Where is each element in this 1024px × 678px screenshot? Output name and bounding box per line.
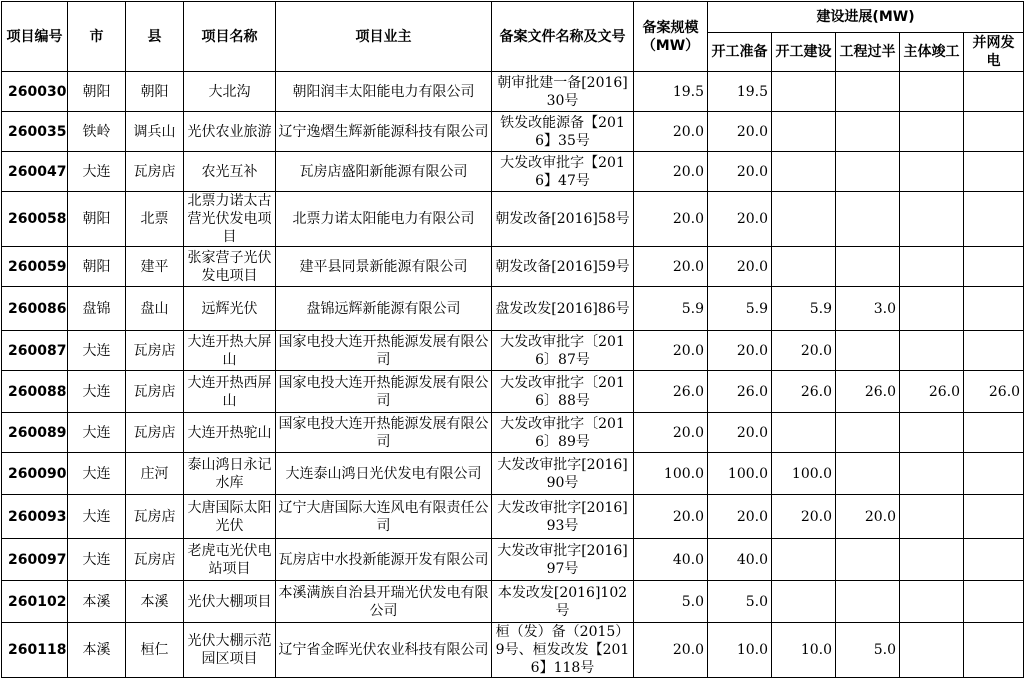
header-progress-start: 开工建设 — [772, 33, 836, 72]
cell-progress-3 — [900, 152, 964, 192]
cell-id: 260087 — [2, 331, 68, 371]
cell-progress-2: 26.0 — [836, 371, 900, 413]
table-row — [2, 623, 1024, 678]
cell-name: 大唐国际太阳光伏 — [184, 495, 276, 539]
table-row — [2, 72, 1024, 112]
cell-progress-2 — [836, 152, 900, 192]
cell-progress-4 — [964, 413, 1024, 453]
cell-progress-3 — [900, 287, 964, 331]
cell-progress-4 — [964, 539, 1024, 581]
cell-progress-3 — [900, 331, 964, 371]
cell-scale: 20.0 — [634, 623, 708, 678]
cell-progress-0: 20.0 — [708, 331, 772, 371]
cell-progress-0: 20.0 — [708, 247, 772, 287]
cell-county: 瓦房店 — [126, 152, 184, 192]
table-row — [2, 287, 1024, 331]
cell-city: 本溪 — [68, 623, 126, 678]
cell-city: 本溪 — [68, 581, 126, 623]
cell-progress-4 — [964, 247, 1024, 287]
cell-id: 260058 — [2, 192, 68, 247]
cell-name: 农光互补 — [184, 152, 276, 192]
cell-progress-1 — [772, 112, 836, 152]
cell-file: 大发改审批字〔2016〕89号 — [492, 413, 634, 453]
cell-file: 大发改审批字[2016]97号 — [492, 539, 634, 581]
cell-owner: 辽宁省金晖光伏农业科技有限公司 — [276, 623, 492, 678]
cell-progress-0: 20.0 — [708, 413, 772, 453]
cell-progress-2 — [836, 331, 900, 371]
cell-file: 朝发改备[2016]59号 — [492, 247, 634, 287]
cell-city: 铁岭 — [68, 112, 126, 152]
cell-progress-3 — [900, 581, 964, 623]
cell-progress-0: 20.0 — [708, 152, 772, 192]
cell-scale: 40.0 — [634, 539, 708, 581]
header-progress-main: 主体竣工 — [900, 33, 964, 72]
cell-county: 本溪 — [126, 581, 184, 623]
cell-progress-1: 20.0 — [772, 495, 836, 539]
cell-progress-4: 26.0 — [964, 371, 1024, 413]
cell-county: 瓦房店 — [126, 539, 184, 581]
table-row — [2, 152, 1024, 192]
cell-scale: 5.0 — [634, 581, 708, 623]
cell-progress-2 — [836, 581, 900, 623]
cell-file: 大发改审批字〔2016〕88号 — [492, 371, 634, 413]
cell-progress-3 — [900, 623, 964, 678]
header-progress-group: 建设进展(MW) — [708, 2, 1024, 33]
table-row — [2, 539, 1024, 581]
cell-progress-4 — [964, 287, 1024, 331]
cell-progress-0: 20.0 — [708, 192, 772, 247]
cell-owner: 国家电投大连开热能源发展有限公司 — [276, 413, 492, 453]
cell-progress-1 — [772, 192, 836, 247]
cell-progress-1: 100.0 — [772, 453, 836, 495]
table-row — [2, 331, 1024, 371]
cell-county: 瓦房店 — [126, 413, 184, 453]
cell-progress-1 — [772, 581, 836, 623]
cell-city: 朝阳 — [68, 247, 126, 287]
header-owner: 项目业主 — [276, 2, 492, 72]
cell-name: 大连开热西屏山 — [184, 371, 276, 413]
cell-scale: 5.9 — [634, 287, 708, 331]
cell-progress-1 — [772, 247, 836, 287]
cell-progress-1 — [772, 539, 836, 581]
cell-progress-2 — [836, 453, 900, 495]
table-row — [2, 581, 1024, 623]
cell-file: 本发改发[2016]102号 — [492, 581, 634, 623]
cell-id: 260088 — [2, 371, 68, 413]
cell-city: 盘锦 — [68, 287, 126, 331]
table-row — [2, 413, 1024, 453]
header-name: 项目名称 — [184, 2, 276, 72]
cell-id: 260089 — [2, 413, 68, 453]
cell-progress-3 — [900, 413, 964, 453]
cell-owner: 国家电投大连开热能源发展有限公司 — [276, 371, 492, 413]
cell-progress-2 — [836, 539, 900, 581]
cell-progress-2: 20.0 — [836, 495, 900, 539]
cell-progress-0: 100.0 — [708, 453, 772, 495]
cell-file: 朝审批建一备[2016]30号 — [492, 72, 634, 112]
cell-id: 260090 — [2, 453, 68, 495]
cell-city: 朝阳 — [68, 192, 126, 247]
table-row — [2, 247, 1024, 287]
table-row — [2, 112, 1024, 152]
cell-file: 桓（发）备（2015）9号、桓发改发【2016】118号 — [492, 623, 634, 678]
cell-city: 大连 — [68, 152, 126, 192]
table-row — [2, 453, 1024, 495]
cell-county: 朝阳 — [126, 72, 184, 112]
cell-scale: 20.0 — [634, 495, 708, 539]
cell-owner: 建平县同景新能源有限公司 — [276, 247, 492, 287]
cell-id: 260102 — [2, 581, 68, 623]
cell-progress-4 — [964, 495, 1024, 539]
table-row — [2, 371, 1024, 413]
cell-progress-1: 26.0 — [772, 371, 836, 413]
cell-id: 260093 — [2, 495, 68, 539]
cell-id: 260097 — [2, 539, 68, 581]
cell-progress-3 — [900, 247, 964, 287]
cell-file: 铁发改能源备【2016】35号 — [492, 112, 634, 152]
cell-id: 260030 — [2, 72, 68, 112]
cell-id: 260059 — [2, 247, 68, 287]
cell-city: 朝阳 — [68, 72, 126, 112]
cell-progress-3 — [900, 539, 964, 581]
cell-scale: 20.0 — [634, 152, 708, 192]
header-progress-half: 工程过半 — [836, 33, 900, 72]
cell-file: 大发改审批字[2016]90号 — [492, 453, 634, 495]
cell-progress-1 — [772, 152, 836, 192]
cell-county: 北票 — [126, 192, 184, 247]
cell-progress-0: 20.0 — [708, 495, 772, 539]
cell-progress-2 — [836, 413, 900, 453]
cell-scale: 100.0 — [634, 453, 708, 495]
cell-owner: 辽宁大唐国际大连风电有限责任公司 — [276, 495, 492, 539]
cell-progress-0: 40.0 — [708, 539, 772, 581]
project-table — [1, 1, 1024, 678]
cell-name: 大连开热大屏山 — [184, 331, 276, 371]
header-county: 县 — [126, 2, 184, 72]
cell-owner: 辽宁逸熠生辉新能源科技有限公司 — [276, 112, 492, 152]
cell-county: 建平 — [126, 247, 184, 287]
cell-file: 大发改审批字【2016】47号 — [492, 152, 634, 192]
cell-city: 大连 — [68, 453, 126, 495]
table-row — [2, 495, 1024, 539]
cell-county: 瓦房店 — [126, 495, 184, 539]
cell-file: 朝发改备[2016]58号 — [492, 192, 634, 247]
cell-file: 大发改审批字[2016]93号 — [492, 495, 634, 539]
cell-owner: 本溪满族自治县开瑞光伏发电有限公司 — [276, 581, 492, 623]
cell-id: 260047 — [2, 152, 68, 192]
cell-progress-2 — [836, 247, 900, 287]
cell-progress-3 — [900, 453, 964, 495]
cell-progress-0: 19.5 — [708, 72, 772, 112]
cell-name: 大连开热驼山 — [184, 413, 276, 453]
cell-progress-2 — [836, 112, 900, 152]
header-progress-grid: 并网发电 — [964, 33, 1024, 72]
header-progress-prep: 开工准备 — [708, 33, 772, 72]
cell-scale: 20.0 — [634, 192, 708, 247]
cell-city: 大连 — [68, 539, 126, 581]
cell-progress-1 — [772, 72, 836, 112]
cell-progress-0: 10.0 — [708, 623, 772, 678]
cell-scale: 26.0 — [634, 371, 708, 413]
table-row — [2, 192, 1024, 247]
cell-progress-4 — [964, 331, 1024, 371]
cell-progress-0: 5.0 — [708, 581, 772, 623]
cell-owner: 北票力诺太阳能电力有限公司 — [276, 192, 492, 247]
cell-progress-2: 5.0 — [836, 623, 900, 678]
cell-scale: 20.0 — [634, 331, 708, 371]
cell-progress-1: 5.9 — [772, 287, 836, 331]
cell-name: 光伏大棚项目 — [184, 581, 276, 623]
cell-county: 桓仁 — [126, 623, 184, 678]
cell-scale: 20.0 — [634, 247, 708, 287]
cell-city: 大连 — [68, 371, 126, 413]
cell-progress-3 — [900, 112, 964, 152]
cell-progress-1: 20.0 — [772, 331, 836, 371]
cell-progress-1: 10.0 — [772, 623, 836, 678]
header-city: 市 — [68, 2, 126, 72]
cell-id: 260086 — [2, 287, 68, 331]
cell-progress-4 — [964, 623, 1024, 678]
cell-county: 盘山 — [126, 287, 184, 331]
header-scale: 备案规模（MW） — [634, 2, 708, 72]
cell-progress-4 — [964, 112, 1024, 152]
cell-file: 盘发改发[2016]86号 — [492, 287, 634, 331]
cell-city: 大连 — [68, 495, 126, 539]
cell-progress-4 — [964, 581, 1024, 623]
cell-owner: 大连泰山鸿日光伏发电有限公司 — [276, 453, 492, 495]
cell-county: 庄河 — [126, 453, 184, 495]
cell-progress-0: 26.0 — [708, 371, 772, 413]
cell-id: 260118 — [2, 623, 68, 678]
cell-owner: 瓦房店盛阳新能源有限公司 — [276, 152, 492, 192]
cell-id: 260035 — [2, 112, 68, 152]
cell-city: 大连 — [68, 413, 126, 453]
cell-owner: 国家电投大连开热能源发展有限公司 — [276, 331, 492, 371]
cell-name: 光伏农业旅游 — [184, 112, 276, 152]
cell-progress-3 — [900, 192, 964, 247]
cell-progress-3: 26.0 — [900, 371, 964, 413]
cell-scale: 20.0 — [634, 413, 708, 453]
table-body — [2, 72, 1024, 678]
cell-name: 北票力诺太古营光伏发电项目 — [184, 192, 276, 247]
cell-progress-1 — [772, 413, 836, 453]
cell-file: 大发改审批字〔2016〕87号 — [492, 331, 634, 371]
cell-progress-3 — [900, 72, 964, 112]
cell-name: 泰山鸿日永记水库 — [184, 453, 276, 495]
cell-progress-2 — [836, 72, 900, 112]
cell-scale: 20.0 — [634, 112, 708, 152]
cell-progress-2 — [836, 192, 900, 247]
cell-progress-0: 5.9 — [708, 287, 772, 331]
cell-progress-0: 20.0 — [708, 112, 772, 152]
cell-county: 瓦房店 — [126, 331, 184, 371]
cell-owner: 瓦房店中水投新能源开发有限公司 — [276, 539, 492, 581]
cell-progress-2: 3.0 — [836, 287, 900, 331]
cell-progress-4 — [964, 453, 1024, 495]
cell-name: 张家营子光伏发电项目 — [184, 247, 276, 287]
header-id: 项目编号 — [2, 2, 68, 72]
cell-name: 光伏大棚示范园区项目 — [184, 623, 276, 678]
cell-county: 调兵山 — [126, 112, 184, 152]
header-file: 备案文件名称及文号 — [492, 2, 634, 72]
cell-progress-3 — [900, 495, 964, 539]
cell-owner: 盘锦远辉新能源有限公司 — [276, 287, 492, 331]
cell-progress-4 — [964, 192, 1024, 247]
cell-scale: 19.5 — [634, 72, 708, 112]
cell-name: 大北沟 — [184, 72, 276, 112]
cell-owner: 朝阳润丰太阳能电力有限公司 — [276, 72, 492, 112]
cell-progress-4 — [964, 152, 1024, 192]
cell-progress-4 — [964, 72, 1024, 112]
cell-name: 远辉光伏 — [184, 287, 276, 331]
cell-name: 老虎屯光伏电站项目 — [184, 539, 276, 581]
cell-city: 大连 — [68, 331, 126, 371]
cell-county: 瓦房店 — [126, 371, 184, 413]
